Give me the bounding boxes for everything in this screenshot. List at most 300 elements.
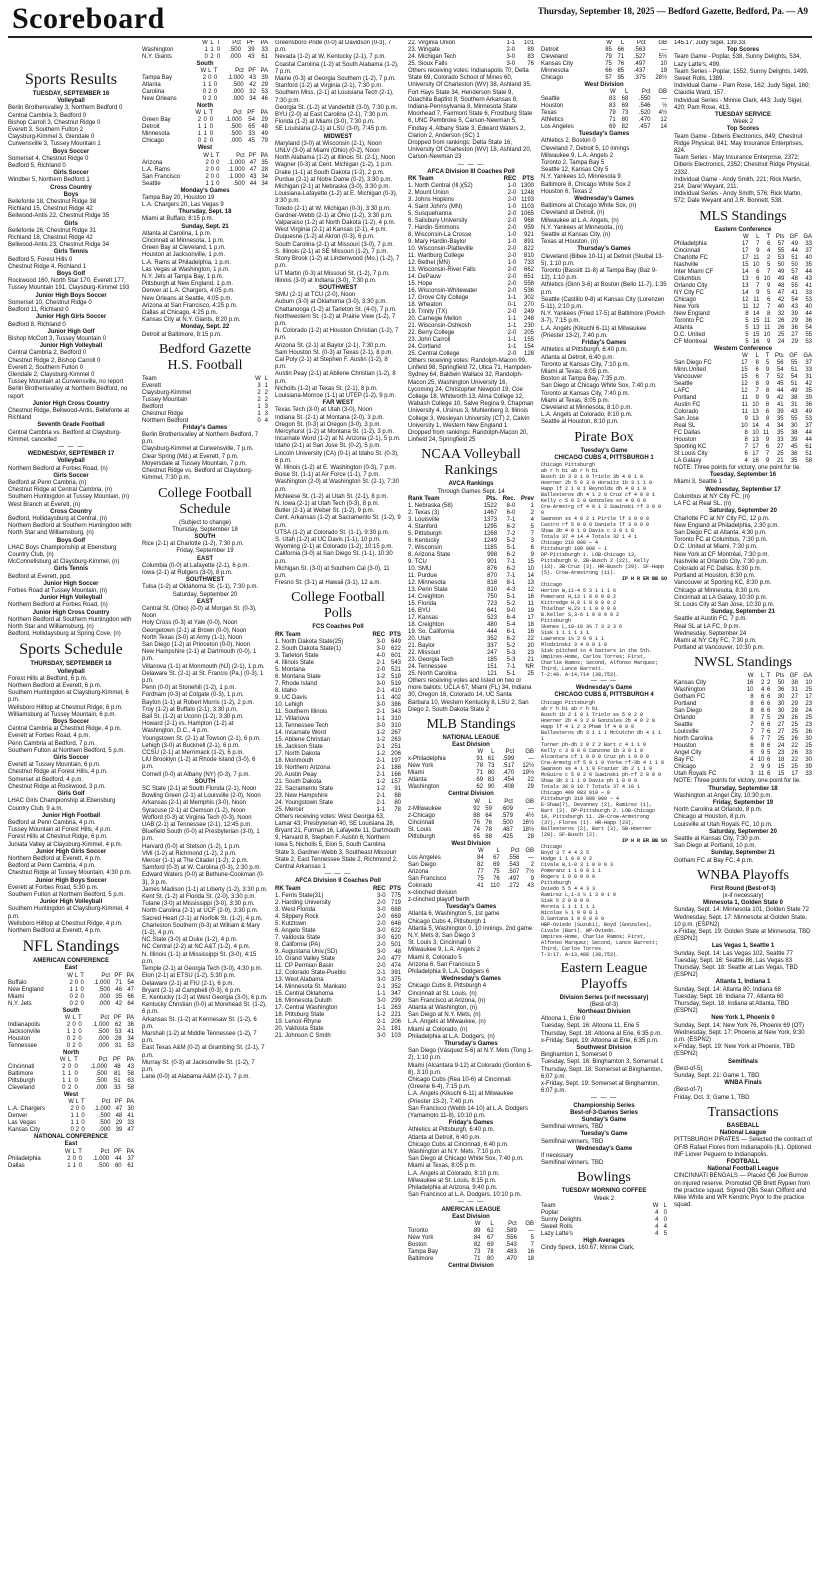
table-row (275, 751, 401, 758)
cell-value: 8 (755, 360, 759, 367)
text-line: North Texas (3-0) at Army (1-1), Noon (142, 634, 243, 641)
table-row (408, 225, 534, 232)
cell-value: .000 (98, 1127, 111, 1134)
cell-value: 9 (766, 764, 771, 771)
table-row (8, 1071, 134, 1078)
eastern-sub-2: (Best-of-3) (589, 1001, 619, 1008)
cell-value: 9 (530, 551, 534, 558)
cell-value: 7 (761, 736, 765, 743)
cell-value: 310 (390, 715, 401, 722)
block-title: Cross Country (50, 184, 92, 191)
col-header (8, 1099, 65, 1106)
col-header: GB (525, 749, 534, 756)
row-label: 6. Salisbury University (408, 218, 468, 225)
cell-value: 4 (765, 423, 770, 430)
cell-value: 337 (487, 642, 498, 649)
block-line: Philadelphia at L.A. Dodgers, (n) (408, 1033, 495, 1040)
nfl-heading: NFL Standings (22, 938, 120, 956)
text-line: Thielbar H,23 1 1 0 0 0 0 (541, 605, 617, 612)
cell-value: .000 (97, 1035, 110, 1042)
block-line: L.A. Angels (Kikuchi 6-11) at Milwaukee (Priester 13-2), 7:40 p.m. (408, 1091, 514, 1105)
cell-value: 76 (473, 819, 480, 826)
row-label: 10. Wisconsin-Platteville (408, 246, 474, 253)
block-title: Junior High Boys Soccer (35, 877, 107, 884)
block-line: Milwaukee 9, L.A. Angels 2 (408, 947, 481, 954)
col-header: W (747, 673, 754, 680)
block-line: New England at Philadelphia, 2:30 p.m. (674, 522, 780, 529)
cell-value: 0 (216, 173, 220, 180)
cell-value: 2 (208, 96, 212, 103)
text-line: Indiana St. (2-1) at Montana (2-0), 3 p.m. (275, 414, 385, 421)
table-row (408, 883, 534, 890)
block-line: Washington at N.Y. Mets, 7:10 p.m. (408, 1149, 502, 1156)
block-title: Boys Soccer (52, 719, 90, 726)
cell-value: 347 (390, 990, 401, 997)
d3-poll (408, 176, 534, 358)
block-line: Penn Cambria at Bedford, 7 p.m. (8, 740, 96, 747)
cell-value: 78 (394, 806, 401, 813)
cell-value: .500 (98, 1113, 111, 1120)
table-row (142, 397, 268, 404)
table-row (8, 1078, 134, 1085)
cell-value: 5-1 (506, 670, 516, 677)
table-row (541, 1231, 667, 1238)
cell-value: .500 (98, 986, 111, 993)
block-title: Monday's Games (180, 187, 230, 194)
text-line: Chicago (541, 581, 563, 588)
table-row (541, 96, 667, 103)
col-header (142, 153, 200, 160)
block-title: National League (719, 1130, 767, 1137)
header-row (8, 1057, 134, 1064)
cell-value: 2-0 (507, 330, 517, 337)
cell-value: 28 (261, 166, 268, 173)
text-line: Edward Waters (0-0) at Bethune-Cookman (0-3), 3 p.m. (142, 872, 265, 886)
cell-value: 5-2 (506, 537, 516, 544)
text-line: Northwestern St. (1-2) at Prairie View (1-2), 7 p.m. (275, 313, 396, 327)
block-line: Arizona 6, San Francisco 5 (408, 961, 481, 968)
row-label: Northern Bedford (142, 417, 189, 424)
block-line: Thursday, Sept. 18: Altoona at Erie, 6:35 p.m. (541, 1030, 662, 1037)
cell-value: 48 (113, 1063, 121, 1070)
row-label: 9. TCU (408, 558, 427, 565)
cfb-farwest-lines (275, 407, 401, 587)
cell-value: 2-0 (507, 309, 517, 316)
cell-value: .500 (233, 180, 245, 187)
nfl-games (142, 188, 268, 339)
cell-value: 5 (766, 750, 771, 757)
row-label: 10. SMU (408, 565, 432, 572)
table-row (408, 573, 534, 580)
cell-value: 62 (114, 1021, 122, 1028)
row-label: 14. Creighton (408, 593, 445, 600)
block-title: Monday, Sept. 22 (180, 324, 230, 331)
table-row (408, 608, 534, 615)
col-header: PF (247, 110, 255, 117)
division-title: West (197, 145, 213, 152)
cell-value: 36 (127, 1021, 134, 1028)
cell-value: 15 (777, 771, 785, 778)
block-line: Miami at NY City FC, 7:30 p.m. (674, 637, 757, 644)
col-header: L (68, 1056, 72, 1063)
text-line: North Carolina (2-1) at UCF (2-0), 3:30 p.m. (142, 908, 259, 915)
cell-value: 15 (741, 374, 748, 381)
cell-value: 6 (761, 722, 765, 729)
cell-value: 34 (776, 423, 784, 430)
block-line: Washington at Angel City, 10:30 p.m. (674, 792, 773, 799)
cell-value: 0 (80, 979, 84, 986)
row-label: Seattle (674, 381, 693, 388)
col-header: PF (112, 1056, 121, 1063)
cell-value: 0 (70, 1127, 74, 1134)
row-label: North Carolina (674, 736, 713, 743)
row-label: 23. Wingate (408, 47, 441, 53)
col-header: Rec. (502, 495, 516, 502)
row-label: 21. South Dakota (275, 778, 322, 785)
text-line: South Carolina (2-1) at Missouri (3-0), 7 p.m. (275, 241, 395, 248)
cell-value: 4 (655, 1223, 659, 1230)
cell-value: 26 (777, 317, 785, 324)
cell-value: 2 (72, 1042, 76, 1049)
row-label: 25. Sioux Falls (408, 61, 448, 67)
block-line: LA FC at Real SL, (n) (674, 501, 732, 508)
col-header: Pct (100, 1148, 110, 1155)
block-title: Volleyball (57, 668, 85, 675)
cell-value: 43 (805, 275, 812, 282)
division-title: East Division (452, 1213, 490, 1220)
cell-value: .1.000 (92, 1155, 110, 1162)
block-line: Dallas at Chicago, 4:25 p.m. (142, 310, 218, 317)
block-line: San Diego (Vásquez 5-6) at N.Y. Mets (Tong 1-2), 1:10 p.m. (408, 1048, 533, 1062)
d2-title: AFCA Division II Coaches Poll (295, 878, 381, 885)
block-line: Boston at Tampa Bay, 7:35 p.m. (541, 376, 626, 383)
row-label: 3. West Florida (275, 906, 316, 913)
cell-value: 2-1 (376, 771, 386, 778)
cell-value: 31 (114, 1042, 122, 1049)
cell-value: 43 (791, 303, 798, 310)
cell-value: 6 (766, 757, 771, 764)
sports-schedule-heading: Sports Schedule (19, 641, 123, 659)
cell-value: 46 (261, 96, 268, 103)
cell-value: 3-0 (376, 906, 386, 913)
text-line: Team Game - Poplar, 538, Sunny Delights, 534, Lazy Latte's, 499. (674, 54, 802, 68)
row-label: 11. CP Permian Basin (275, 962, 334, 969)
cell-value: 0 (216, 47, 221, 53)
table-row (674, 750, 812, 757)
row-label: Charlotte FC (674, 254, 709, 261)
cell-value: 10 (752, 261, 760, 268)
cfb-sw-2: SOUTHWEST (185, 577, 225, 584)
cell-value: 1 (208, 82, 212, 89)
block-line: N.Y. Jets at Tampa Bay, 1 p.m. (142, 274, 224, 281)
poll-table (275, 632, 401, 814)
al-east (408, 1214, 534, 1263)
cell-value: 25 (777, 736, 785, 743)
row-label: Lazy Latte's (541, 1230, 573, 1237)
col-header: W (474, 798, 480, 805)
cell-value: 4 (530, 516, 534, 523)
cell-value: ½ (661, 103, 667, 110)
cell-value: 29 (791, 701, 798, 708)
nwsl-games (674, 786, 812, 865)
cell-value: 0 (210, 166, 214, 173)
cell-value: 33 (127, 1120, 134, 1127)
cell-value: 8 (744, 437, 748, 444)
row-label: NY City FC (674, 289, 704, 296)
cell-value: 22 (527, 635, 534, 642)
cell-value: 29 (777, 715, 785, 722)
cell-value: 2 (67, 1155, 71, 1162)
block-line: Bellefonte 26, Chestnut Ridge 31 (8, 227, 97, 234)
standings-table (541, 40, 667, 82)
col-header: T (81, 1099, 85, 1106)
block-line: Philadelphia at Arizona, 9:40 p.m. (408, 1185, 498, 1192)
table-row (275, 716, 401, 723)
block-line: Atlanta at Carolina, 1 p.m. (142, 230, 212, 237)
row-label: New Orleans (142, 96, 177, 103)
row-label: Washington (142, 47, 174, 53)
cell-value: 822 (523, 246, 534, 253)
text-line: Stony Brook (1-2) at Lindenwood (Mo.) (1-2), 7 p.m. (275, 256, 400, 270)
cell-value: 5 (766, 289, 771, 296)
cell-value: 1-2 (376, 736, 386, 743)
block-line: Nashville at Orlando City, 7:30 p.m. (674, 558, 768, 565)
row-label: 25. Mercer (275, 806, 304, 813)
cell-value: 49 (777, 268, 785, 275)
cell-value: 9 (766, 282, 771, 289)
cell-value: 56 (776, 360, 784, 367)
table-row (674, 430, 812, 437)
table-row (275, 977, 401, 984)
cell-value: 24 (777, 338, 785, 345)
cell-value: 77 (477, 868, 484, 875)
cell-value: 6 (750, 750, 754, 757)
table-row (8, 1064, 134, 1071)
col-header: Pct (505, 749, 515, 756)
cell-value: 2-0 (507, 190, 517, 197)
cell-value: 6-4 (506, 614, 516, 621)
row-label: Philadelphia (674, 240, 707, 247)
block-line: Everett at Tussey Mountain, 6 p.m. (8, 762, 101, 769)
block-line: Charlotte FC at NY City FC, 12 p.m. (674, 515, 770, 522)
text-line: Shaw 3b 4 0 1 0 Davis c 3 0 1 0 (541, 527, 635, 534)
cell-value: 2 (74, 993, 79, 1000)
division-title: South (62, 1007, 80, 1014)
table-row (674, 451, 812, 458)
row-label: Houston (541, 103, 564, 110)
text-line: Columbia (0-0) at Lafayette (2-1), 6 p.m. (142, 562, 250, 569)
cell-value: .000 (98, 1000, 111, 1007)
block-title: Junior High Soccer (43, 580, 99, 587)
text-line: Incarnate Word (1-2) at N. Arizona (2-1), 5 p.m. (275, 436, 401, 443)
text-line: CCSU (2-1) at Merrimack (1-2), 6 p.m. (142, 750, 245, 756)
cell-value: 66 (605, 68, 612, 74)
row-label: 20. Austin Peay (275, 771, 317, 778)
cell-value: 66 (127, 993, 134, 1000)
results-day: TUESDAY, SEPTEMBER 16 (32, 91, 110, 97)
row-label: Real SL (674, 423, 696, 430)
table-row (275, 893, 401, 900)
table-row (8, 1036, 134, 1043)
header-row (142, 153, 268, 160)
cell-value: 101 (523, 40, 534, 46)
text-line: Chicago 400 003 010 — 8 (541, 789, 611, 796)
block-title: Northeast Division (577, 1008, 631, 1015)
cell-value: 15 (741, 367, 748, 374)
text-line: Michigan St. (3-0) at Southern Cal (3-0), 11 p.m. (275, 565, 390, 580)
cell-value: 2-0 (376, 962, 386, 969)
wnba-sub: First Round (Best-of-3) (710, 885, 776, 892)
cell-value: .500 (95, 1077, 108, 1084)
col-header (8, 973, 64, 980)
bowling-week: Week 2 (593, 1195, 615, 1202)
cell-value: 302 (523, 295, 534, 302)
block-line: Forbes Road at Tussey Mountain, (n) (8, 588, 108, 595)
cell-value: 7-1 (506, 516, 516, 523)
cell-value: 8 (744, 430, 748, 437)
row-label: 18. Wheaton (408, 302, 443, 309)
block-line: N.Y. Yankees at Minnesota, (n) (541, 224, 624, 231)
cell-value: 44 (776, 388, 784, 395)
cell-value: 0 (213, 96, 218, 103)
cell-value: 10 (805, 680, 812, 687)
text-line: Arkansas (2-1) at Memphis (3-0), Noon (142, 800, 247, 807)
col-header: L (496, 847, 500, 854)
col-header: GF (789, 233, 798, 240)
text-line: DP-Pittsburgh 1. LOB-Chicago 13, Pittsburgh 8. 2B-Busch 2 (22), Kelly (13). 3B-Cruz (3). HR-Busch (29). SF-Happ (5). Crow-Armstrong (11). (541, 551, 665, 576)
poll-table (275, 886, 401, 1040)
cell-value: 248 (523, 316, 534, 323)
row-label: Pittsburgh (408, 833, 436, 840)
table-row (674, 764, 812, 771)
cell-value: 33 (805, 367, 812, 374)
col-header: T (78, 1014, 82, 1021)
cell-value: 2 (74, 1000, 79, 1007)
row-label: Orlando (674, 715, 696, 722)
block-line: (Best-of-7) (674, 1087, 703, 1094)
row-label: 5. Pittsburgh (408, 530, 442, 537)
table-row (408, 54, 534, 61)
cell-value: 89 (473, 1228, 481, 1235)
cell-value: 519 (390, 673, 401, 680)
vb-heading-2: Rankings (444, 463, 498, 479)
mls-west-table (674, 353, 812, 465)
block-line: Seattle at Austin FC, 7 p.m. (674, 616, 748, 623)
table-row (408, 260, 534, 267)
cell-value: 251 (390, 743, 401, 750)
cfb-cont-lines (275, 40, 401, 134)
block-title: Volleyball (57, 98, 85, 105)
cell-value: 1 (257, 410, 261, 417)
cell-value: 6 (750, 743, 754, 750)
cell-value: 33 (113, 1084, 121, 1091)
text-line: James Madison (1-1) at Liberty (1-2), 3:30 p.m. (142, 886, 268, 893)
text-line: Maryland (3-0) at Wisconsin (2-1), Noon (275, 140, 382, 147)
row-label: New York (674, 303, 700, 310)
cell-value: 5 (766, 715, 771, 722)
cell-value: 601 (390, 652, 401, 659)
col-header: Pct (641, 89, 651, 96)
row-label: D.C. United (674, 331, 706, 338)
block-line: St. Louis 3, Cincinnati 0 (408, 940, 472, 947)
col-header: GA (803, 353, 812, 360)
cell-value: 25 (791, 764, 798, 771)
row-label: Detroit (541, 47, 559, 53)
col-header: PF (246, 40, 255, 46)
table-row (408, 1242, 534, 1249)
col-header: GB (525, 798, 534, 805)
block-line: New York at CF Montréal, 7:30 p.m. (674, 551, 770, 558)
col-header: GF (789, 673, 798, 680)
cell-value: 8 (765, 416, 770, 423)
block-line: Cleveland at Detroit, (n) (541, 210, 605, 217)
header-row (142, 110, 268, 117)
text-line: Chattanooga (1-2) at Tarleton St. (4-0), 7 p.m. (275, 306, 397, 313)
row-label: Columbus (674, 275, 702, 282)
row-label: Sunny Delights (541, 1216, 582, 1223)
row-label: 1. North Dakota State(25) (275, 638, 344, 645)
header-row (408, 749, 534, 756)
cell-value: 7-1 (506, 663, 516, 670)
row-label: 22. Sacramento State (275, 785, 334, 792)
block-line: x-Friday, Sept. 19: New York at Phoenix, TBD (ESPN2) (674, 1044, 795, 1058)
cell-value: 270 (523, 302, 534, 309)
block-title: Girls (64, 220, 78, 227)
cell-value: 0 (204, 54, 208, 60)
cell-value: 31 (791, 687, 798, 694)
row-label: Las Vegas (8, 1120, 37, 1127)
cell-value: .1.000 (92, 1021, 110, 1028)
mlb-league: NATIONAL LEAGUE (442, 734, 500, 741)
text-line: Delaware (2-1) at FIU (2-1), 6 p.m. (142, 980, 235, 987)
text-line: BYU (2-0) at East Carolina (2-1), 7:30 p.m. (275, 112, 389, 119)
block-line: Somerset 4, Chestnut Ridge 0 (8, 155, 89, 162)
col-header: L (755, 353, 759, 360)
row-label: Buffalo (8, 979, 27, 986)
text-line: LIU Brooklyn (1-2) at Rhode Island (3-0), 6 p.m. (142, 757, 256, 771)
col-header: W (64, 1148, 71, 1155)
row-label: Kansas City (8, 1127, 41, 1134)
cell-value: 2 (257, 396, 261, 403)
text-line: Umpires-Home, Carlos Torres; First, Charlie Ramos; Second, Alfonso Marquez; Third, Lance Barrett. (541, 653, 659, 672)
block-line: Semifinal winners, TBD (541, 1124, 604, 1131)
cell-value: 0 (663, 1209, 667, 1216)
row-label: 11. Purdue (408, 572, 437, 579)
results-blocks-2 (8, 458, 134, 638)
cfb-south-1: SOUTH (194, 533, 216, 540)
col-header: GB (525, 1221, 534, 1228)
pitch-head-2: IP H R ER BB SO (621, 837, 667, 844)
text-line: Pomeranz H,13 1 0 0 0 0 2 (541, 593, 617, 600)
row-label: 17. Kansas (408, 614, 439, 621)
box-score-1 (541, 462, 667, 576)
text-line: Berlin Brothersvalley at Northern Bedford, 7 p.m. (142, 432, 259, 446)
cell-value: 54 (791, 296, 798, 303)
row-label: Cleveland (8, 1084, 35, 1091)
cell-value: 6 (766, 296, 771, 303)
standings-table (142, 110, 268, 145)
cell-value: 6 (765, 444, 770, 451)
cell-value: .579 (501, 812, 513, 819)
cell-value: 9 (755, 395, 759, 402)
cell-value: 67 (493, 854, 500, 861)
col-header: Pts (775, 673, 785, 680)
table-row (142, 117, 268, 124)
cell-value: 27 (777, 722, 785, 729)
cell-value: 1103 (521, 204, 534, 211)
row-label: 19. So. California (408, 628, 455, 635)
col-header: W (59, 1056, 66, 1063)
